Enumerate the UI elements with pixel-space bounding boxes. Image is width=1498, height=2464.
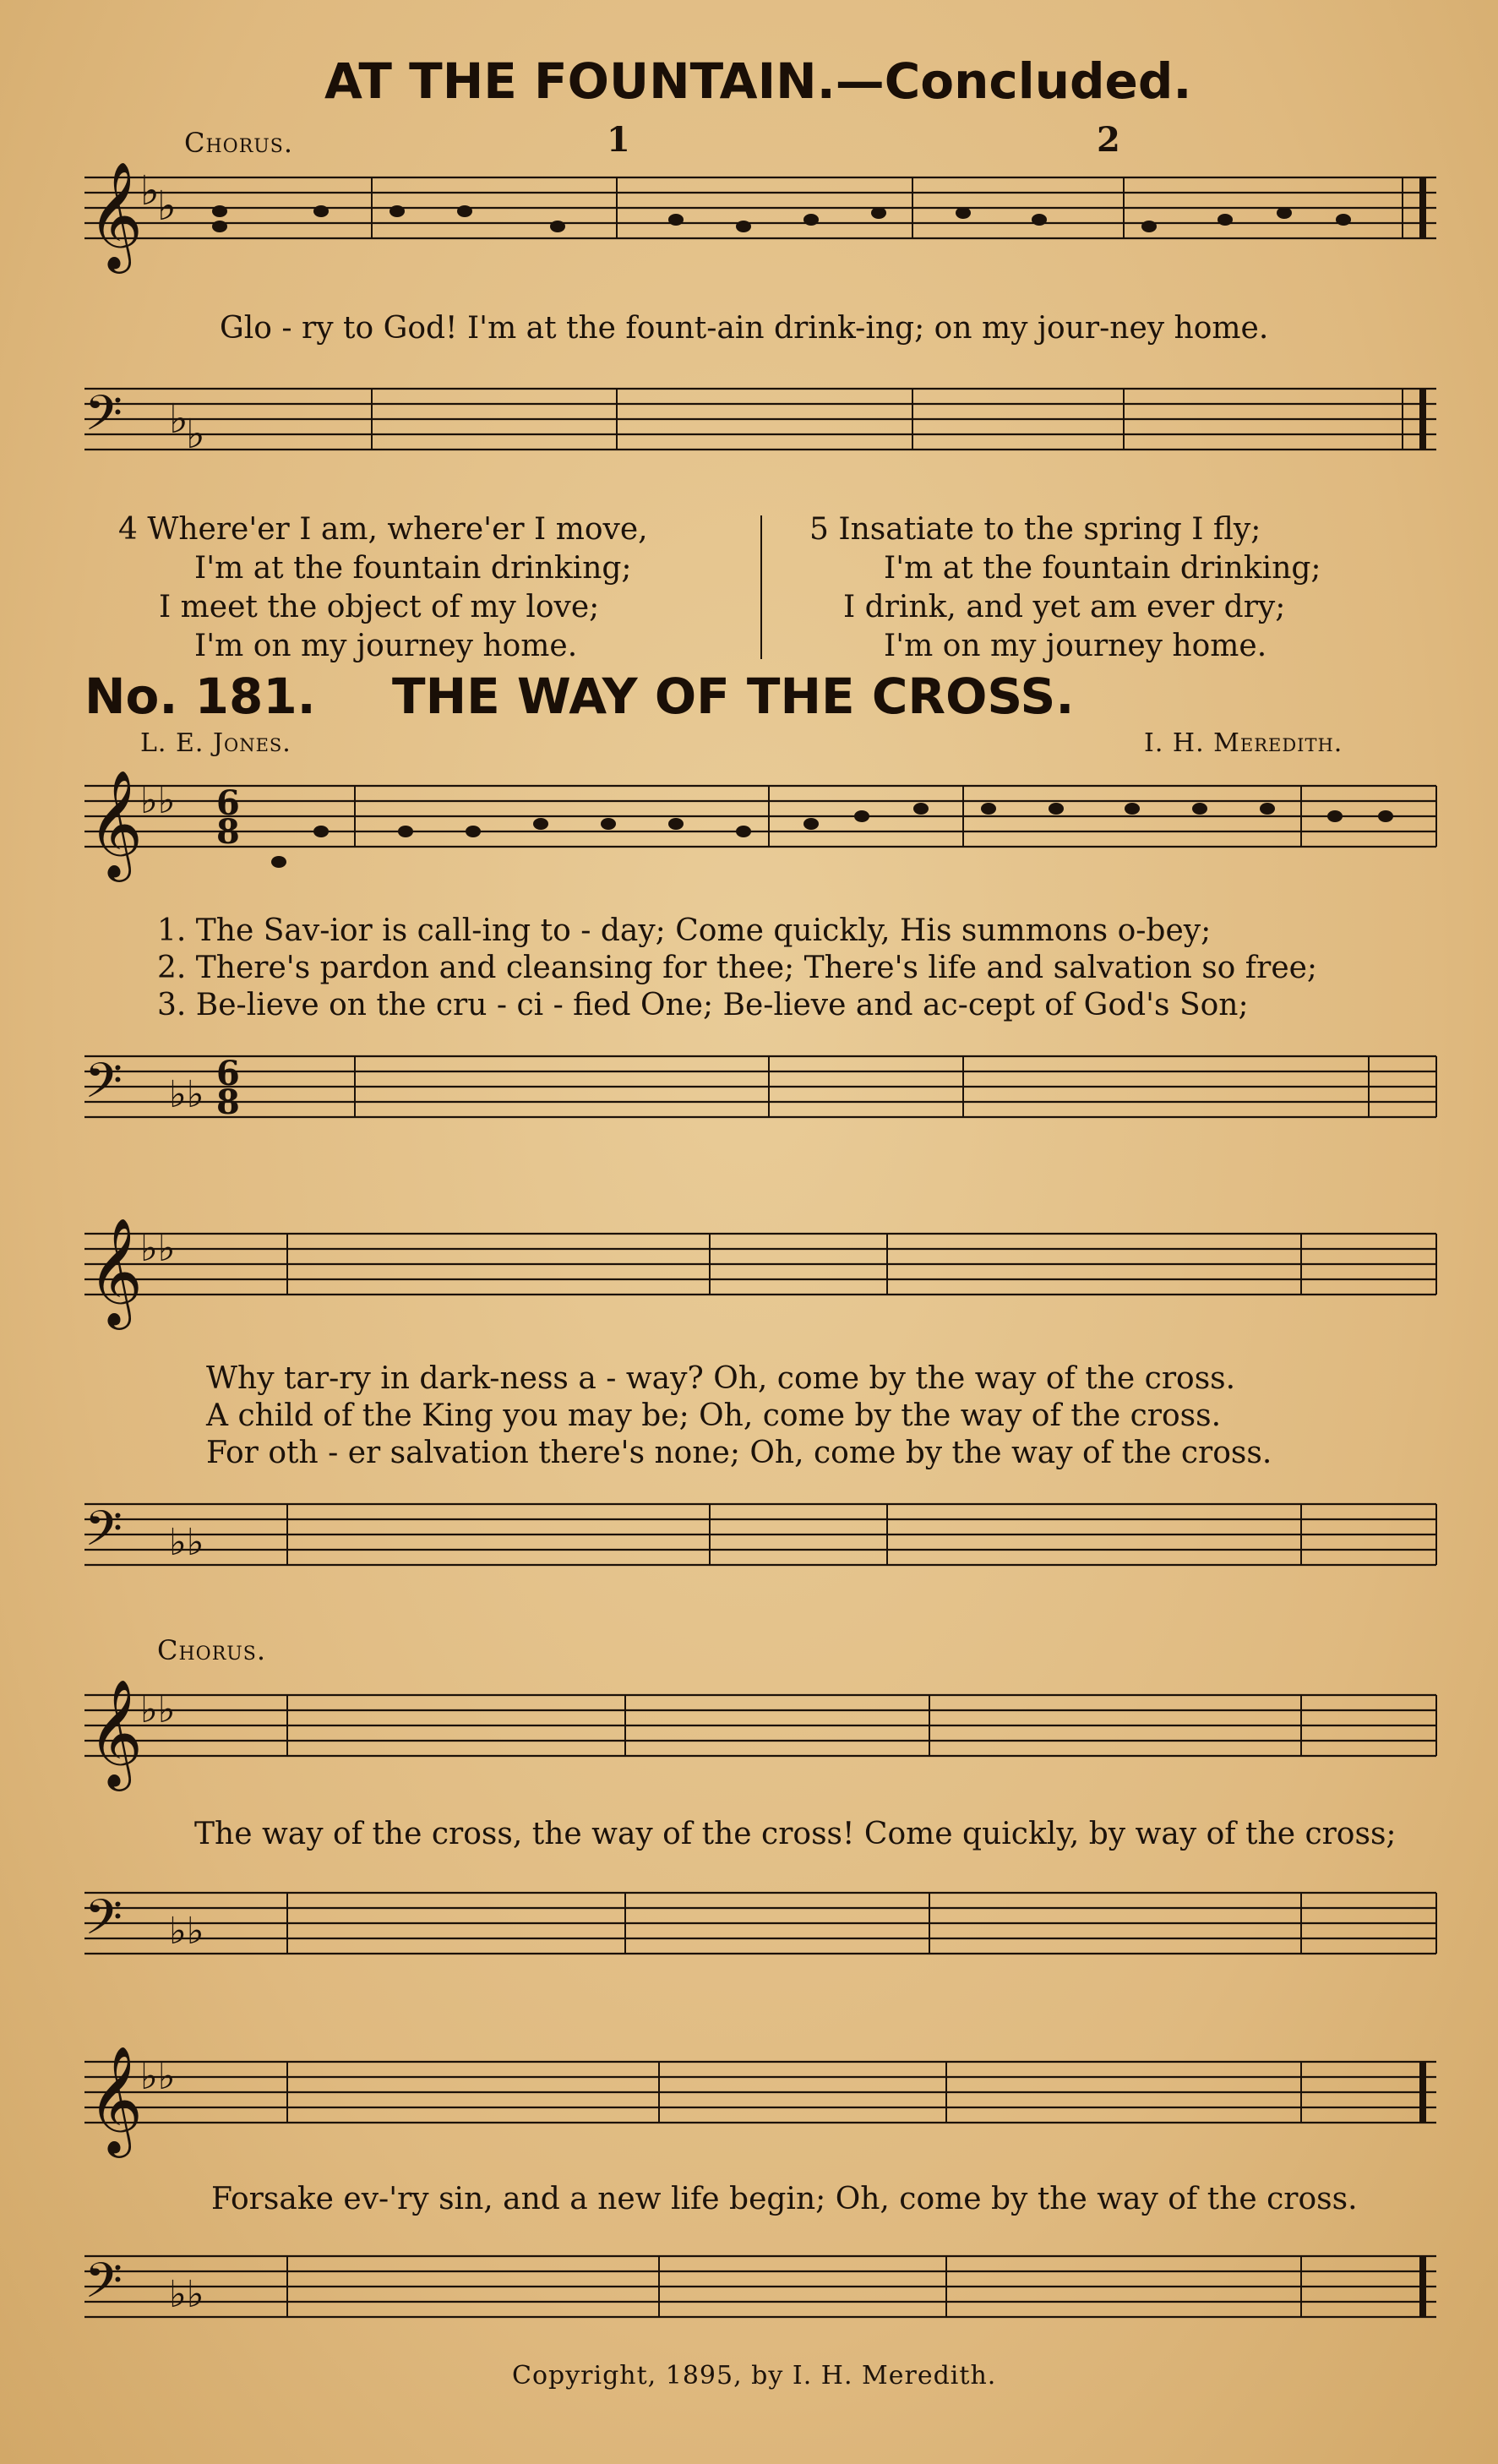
svg-text:𝄞: 𝄞: [88, 2045, 144, 2153]
verse-5-line: I'm at the fountain drinking;: [884, 551, 1321, 586]
composer: I. H. Meredith.: [1144, 728, 1343, 758]
verse-line: For oth - er salvation there's none; Oh, come by the way of the cross.: [206, 1436, 1272, 1470]
lyricist: L. E. Jones.: [140, 728, 291, 758]
svg-text:♭♭: ♭♭: [140, 2055, 176, 2098]
treble-staff-4: [68, 2028, 1445, 2163]
chorus-label-top: Chorus.: [184, 127, 294, 159]
verse-5-line: 5 Insatiate to the spring I fly;: [809, 512, 1261, 547]
svg-text:𝄞: 𝄞: [88, 1217, 144, 1325]
svg-text:♭♭: ♭♭: [140, 1688, 176, 1731]
bass-staff-3: [68, 1859, 1445, 1977]
treble-staff-3: [68, 1661, 1445, 1796]
verse-4: [118, 510, 648, 666]
hymn-number: No. 181.: [84, 668, 316, 725]
svg-text:♭: ♭: [157, 183, 177, 230]
verse-5: [809, 510, 1321, 666]
svg-text:𝄢: 𝄢: [84, 2252, 123, 2321]
verse-line: 2. There's pardon and cleansing for thee; There's life and salvation so free;: [157, 951, 1318, 985]
copyright-notice: Copyright, 1895, by I. H. Meredith.: [512, 2361, 997, 2390]
verse-4-line: I meet the object of my love;: [159, 590, 600, 624]
treble-staff-1: [68, 752, 1445, 896]
verse-line: 1. The Sav-ior is call-ing to - day; Come quickly, His summons o-bey;: [157, 913, 1212, 948]
svg-text:𝄞: 𝄞: [88, 1678, 144, 1786]
chorus-line-2: Forsake ev-'ry sin, and a new life begin; Oh, come by the way of the cross.: [211, 2182, 1358, 2216]
svg-text:8: 8: [216, 1082, 240, 1122]
bass-staff-2: [68, 1470, 1445, 1589]
time-signature-top: 6: [216, 783, 240, 823]
svg-text:𝄞: 𝄞: [88, 769, 144, 877]
first-ending-number: 1: [607, 120, 630, 160]
verse-block-2: [206, 1360, 1272, 1472]
svg-text:♭: ♭: [169, 395, 188, 443]
treble-staff-2: [68, 1200, 1445, 1335]
svg-text:𝄞: 𝄞: [88, 161, 144, 269]
verse-5-line: I'm on my journey home.: [884, 629, 1267, 663]
bass-staff-top: [68, 355, 1445, 482]
chorus-line-1: The way of the cross, the way of the cross! Come quickly, by way of the cross;: [194, 1817, 1397, 1851]
bass-staff-4: [68, 2222, 1445, 2341]
svg-text:♭♭: ♭♭: [140, 779, 176, 822]
svg-text:♭♭: ♭♭: [169, 1910, 204, 1953]
verse-line: A child of the King you may be; Oh, come by the way of the cross.: [206, 1398, 1222, 1433]
svg-text:𝄢: 𝄢: [84, 1889, 123, 1958]
svg-text:𝄢: 𝄢: [84, 384, 123, 454]
verse-4-line: 4 Where'er I am, where'er I move,: [118, 512, 648, 547]
verse-line: 3. Be-lieve on the cru - ci - fied One; Be-lieve and ac-cept of God's Son;: [157, 988, 1249, 1022]
verse-line: Why tar-ry in dark-ness a - way? Oh, come by the way of the cross.: [206, 1361, 1236, 1396]
svg-text:𝄢: 𝄢: [84, 1052, 123, 1121]
svg-text:𝄢: 𝄢: [84, 1500, 123, 1569]
treble-staff-top: [68, 152, 1445, 304]
svg-text:♭: ♭: [186, 411, 205, 458]
hymn-title: THE WAY OF THE CROSS.: [392, 668, 1075, 725]
second-ending-number: 2: [1097, 120, 1120, 160]
chorus-lyric-top: Glo - ry to God! I'm at the fount-ain drink-ing; on my jour-ney home.: [220, 311, 1269, 346]
time-signature-bottom: 8: [216, 812, 240, 852]
chorus-label: Chorus.: [157, 1634, 267, 1666]
hymn-title-top: AT THE FOUNTAIN.—Concluded.: [324, 52, 1192, 110]
verse-block-1: [157, 913, 1317, 1024]
svg-text:6: 6: [216, 1054, 240, 1093]
svg-text:♭♭: ♭♭: [169, 2273, 204, 2316]
bass-staff-1: [68, 1022, 1445, 1141]
svg-text:♭♭: ♭♭: [140, 1227, 176, 1270]
verse-divider: [760, 515, 762, 659]
verse-5-line: I drink, and yet am ever dry;: [843, 590, 1286, 624]
svg-text:♭: ♭: [140, 167, 160, 215]
verse-4-line: I'm on my journey home.: [194, 629, 578, 663]
verse-4-line: I'm at the fountain drinking;: [194, 551, 632, 586]
svg-text:♭♭: ♭♭: [169, 1073, 204, 1116]
svg-text:♭♭: ♭♭: [169, 1521, 204, 1564]
